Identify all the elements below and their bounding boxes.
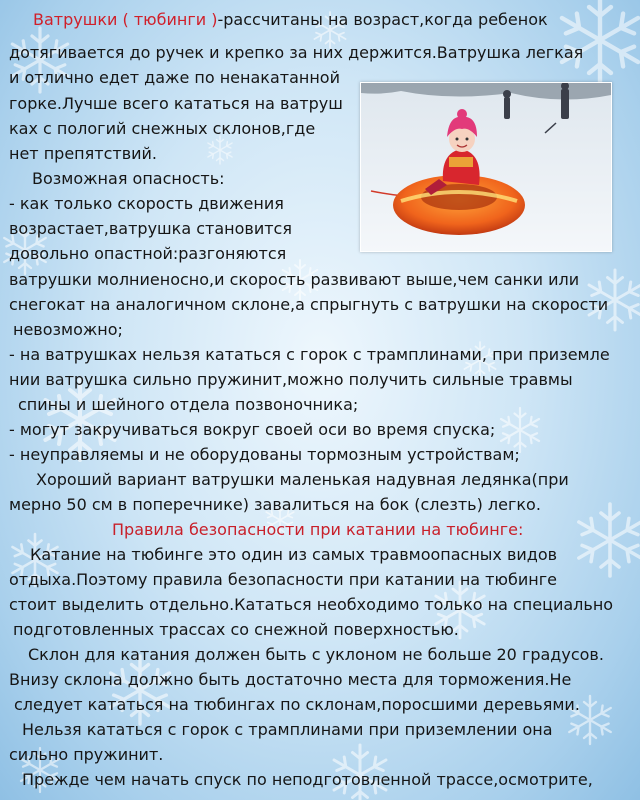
article-line: Катание на тюбинге это один из самых травмоопасных видов [30, 545, 558, 564]
article-line: невозможно; [13, 320, 123, 339]
list-item: - как только скорость движения [9, 194, 284, 213]
article-line: нет препятствий. [9, 144, 158, 163]
rules-heading: Правила безопасности при катании на тюбинге: [112, 520, 524, 539]
article-line: горке.Лучше всего кататься на ватруш [9, 94, 343, 113]
article-line: нии ватрушка сильно пружинит,можно получить сильные травмы [9, 370, 573, 389]
article-line: возрастает,ватрушка становится [9, 219, 292, 238]
keyword-vatrushki: Ватрушки ( тюбинги ) [33, 10, 218, 29]
article-line [9, 8, 548, 31]
article-line: Нельзя кататься с горок с трамплинами при приземлении она [22, 720, 553, 739]
article-line: Внизу склона должно быть достаточно места для торможения.Не [9, 670, 572, 689]
article-line: дотягивается до ручек и крепко за них держится.Ватрушка легкая [9, 43, 584, 62]
list-item: - могут закручиваться вокруг своей оси во время спуска; [9, 420, 496, 439]
article-line: ках с пологий снежных склонов,где [9, 119, 316, 138]
article-line: довольно опастной:разгоняются [9, 244, 287, 263]
article-line: мерно 50 см в поперечнике) завалиться на бок (слезть) легко. [9, 495, 541, 514]
article-line: Склон для катания должен быть с уклоном не больше 20 градусов. [28, 645, 604, 664]
section-heading: Возможная опасность: [32, 169, 225, 188]
list-item: - на ватрушках нельзя кататься с горок с трамплинами, при приземле [9, 345, 610, 364]
article-line: Хороший вариант ватрушки маленькая надувная ледянка(при [36, 470, 569, 489]
article-line: Прежде чем начать спуск по неподготовленной трассе,осмотрите, [22, 770, 593, 789]
line-rest: -рассчитаны на возраст,когда ребенок [217, 10, 548, 29]
article-line: следует кататься на тюбингах по склонам,поросшими деревьями. [14, 695, 580, 714]
article-line: и отлично едет даже по ненакатанной [9, 68, 340, 87]
article-line: отдыха.Поэтому правила безопасности при катании на тюбинге [9, 570, 557, 589]
list-item: - неуправляемы и не оборудованы тормозным устройствам; [9, 445, 520, 464]
photo-illustration [361, 83, 611, 251]
article-line: стоит выделить отдельно.Кататься необходимо только на специально [9, 595, 614, 614]
article-line: сильно пружинит. [9, 745, 164, 764]
article-line: спины и шейного отдела позвоночника; [18, 395, 359, 414]
article-line: снегокат на аналогичном склоне,а спрыгнуть с ватрушки на скорости [9, 295, 609, 314]
article-line: ватрушки молниеносно,и скорость развивают выше,чем санки или [9, 270, 580, 289]
article-line: подготовленных трассах со снежной поверхностью. [13, 620, 459, 639]
child-on-snow-tube-photo [360, 82, 612, 252]
